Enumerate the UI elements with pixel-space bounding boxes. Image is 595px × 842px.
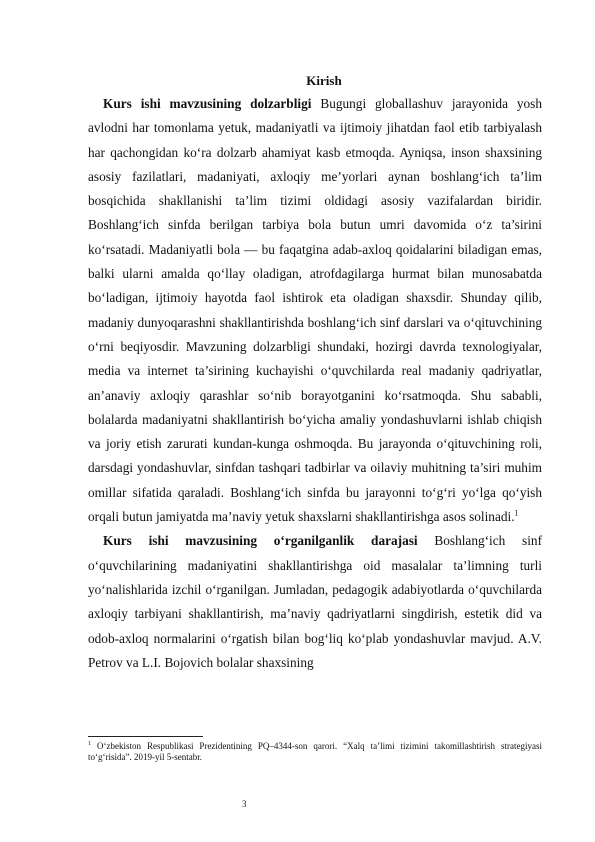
page-number: 3 — [242, 799, 247, 809]
paragraph-text: Boshlang‘ich sinf o‘quvchilarining madaniyatini shakllantirishga oid masalalar ta’limning turli yo‘nalishlarida izchil o‘rganilgan. Jumladan, pedagogik adabiyotlarda o‘quvchilarda axloqiy tarbiyani shakllantirish, ma’naviy qadriyatlarni singdirish, estetik did va odob-axloq normalarini o‘rgatish bilan bog‘liq ko‘plab yondashuvlar mavjud. A.V. Petrov va L.I. Bojovich bolalar shaxsining — [88, 533, 542, 670]
footnote — [88, 741, 542, 763]
footnote-separator — [88, 736, 203, 737]
paragraph-heading: Kurs ishi mavzusining o‘rganilganlik darajasi — [103, 533, 418, 549]
paragraph-heading: Kurs ishi mavzusining dolzarbligi — [103, 96, 312, 111]
section-title: Kirish — [306, 73, 342, 88]
footnote-text: O‘zbekiston Respublikasi Prezidentining PQ–4344-son qarori. “Xalq ta’limi tizimini takomillashtirish strategiyasi to‘g‘risida”. 2019-yil 5-sentabr. — [88, 741, 542, 762]
paragraph-study-level — [88, 529, 542, 675]
body-text — [88, 92, 542, 675]
paragraph-relevance — [88, 92, 542, 529]
footnote-reference: 1 — [514, 508, 519, 518]
paragraph-text: Bugungi globallashuv jarayonida yosh avlodni har tomonlama yetuk, madaniyatli va ijtimoiy jihatdan faol etib tarbiyalash har qachongidan ko‘ra dolzarb ahamiyat kasb etmoqda. Ayniqsa, inson shaxsining asosiy fazilatlari, madaniyati, axloqiy me’yorlari aynan boshlang‘ich ta’lim bosqichida shakllanishi ta’lim tizimi oldidagi asosiy vazifalardan biridir. Boshlang‘ich sinfda berilgan tarbiya bola butun umri davomida o‘z ta’sirini ko‘rsatadi. Madaniyatli bola — bu faqatgina adab-axloq qoidalarini biladigan emas, balki ularni amalda qo‘llay oladigan, atrofdagilarga hurmat bilan munosabatda bo‘ladigan, ijtimoiy hayotda faol ishtirok eta oladigan shaxsdir. Shunday qilib, madaniy dunyoqarashni shakllantirishda boshlang‘ich sinf darslari va o‘qituvchining o‘rni beqiyosdir. Mavzuning dolzarbligi shundaki, hozirgi davrda texnologiyalar, media va internet ta’sirining kuchayishi o‘quvchilarda real madaniy qadriyatlar, an’anaviy axloqiy qarashlar so‘nib borayotganini ko‘rsatmoqda. Shu sababli, bolalarda madaniyatni shakllantirish bo‘yicha amaliy yondashuvlarni ishlab chiqish va joriy etish zarurati kundan-kunga oshmoqda. Bu jarayonda o‘qituvchining roli, darsdagi yondashuvlar, sinfdan tashqari tadbirlar va oilaviy muhitning ta’siri muhim omillar sifatida qaraladi. Boshlang‘ich sinfda bu jarayonni to‘g‘ri yo‘lga qo‘yish orqali butun jamiyatda ma’naviy yetuk shaxslarni shakllantirishga asos solinadi. — [88, 96, 542, 525]
footnote-marker: 1 — [88, 741, 91, 747]
